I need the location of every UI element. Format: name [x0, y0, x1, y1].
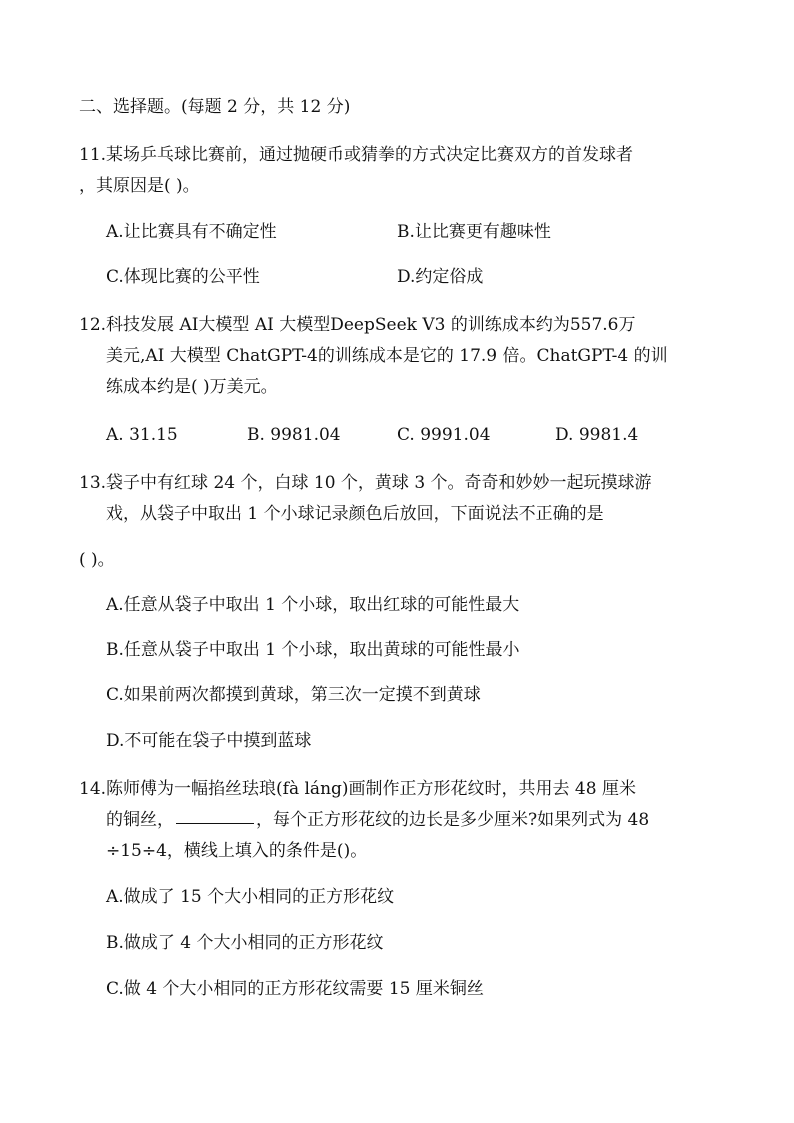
option-a: A. 31.15: [106, 425, 178, 445]
question-13-line1: 13.袋子中有红球 24 个，白球 10 个，黄球 3 个。奇奇和妙妙一起玩摸球游: [79, 473, 652, 493]
question-11-line2: ，其原因是( )。: [79, 176, 200, 196]
question-14-line1: 14.陈师傅为一幅掐丝珐琅(fà láng)画制作正方形花纹时，共用去 48 厘米: [79, 779, 636, 799]
question-11-line1: 11.某场乒乓球比赛前，通过抛硬币或猜拳的方式决定比赛双方的首发球者: [79, 145, 634, 165]
option-b: B.让比赛更有趣味性: [397, 222, 551, 242]
question-14-line3: ÷15÷4，横线上填入的条件是()。: [106, 841, 368, 861]
option-a: A.做成了 15 个大小相同的正方形花纹: [106, 887, 395, 907]
option-c: C.做 4 个大小相同的正方形花纹需要 15 厘米铜丝: [106, 979, 484, 999]
question-12-line3: 练成本约是( )万美元。: [106, 377, 278, 397]
option-c: C.如果前两次都摸到黄球，第三次一定摸不到黄球: [106, 685, 481, 705]
question-12-line2: 美元,AI 大模型 ChatGPT-4的训练成本是它的 17.9 倍。ChatGPT-4 的训: [106, 346, 668, 366]
option-b: B.做成了 4 个大小相同的正方形花纹: [106, 933, 384, 953]
question-13-line2: 戏，从袋子中取出 1 个小球记录颜色后放回，下面说法不正确的是: [106, 504, 604, 524]
option-c: C. 9991.04: [397, 425, 491, 445]
option-c: C.体现比赛的公平性: [106, 267, 260, 287]
option-d: D.约定俗成: [397, 267, 484, 287]
question-12-line1: 12.科技发展 AI大模型 AI 大模型DeepSeek V3 的训练成本约为557.6万: [79, 315, 636, 335]
section-title: 二、选择题。(每题 2 分，共 12 分): [79, 97, 351, 117]
question-14-line2: [106, 805, 649, 835]
option-a: A.任意从袋子中取出 1 个小球，取出红球的可能性最大: [106, 595, 520, 615]
option-b: B.任意从袋子中取出 1 个小球，取出黄球的可能性最小: [106, 640, 520, 660]
option-d: D. 9981.4: [555, 425, 639, 445]
question-13-line3: ( )。: [79, 550, 115, 570]
option-a: A.让比赛具有不确定性: [106, 222, 277, 242]
question-14-line2-start: 的铜丝，: [106, 810, 174, 830]
option-d: D.不可能在袋子中摸到蓝球: [106, 731, 312, 751]
question-14-line2-end: ，每个正方形花纹的边长是多少厘米?如果列式为 48: [256, 810, 650, 830]
answer-blank[interactable]: [176, 805, 254, 824]
option-b: B. 9981.04: [247, 425, 341, 445]
